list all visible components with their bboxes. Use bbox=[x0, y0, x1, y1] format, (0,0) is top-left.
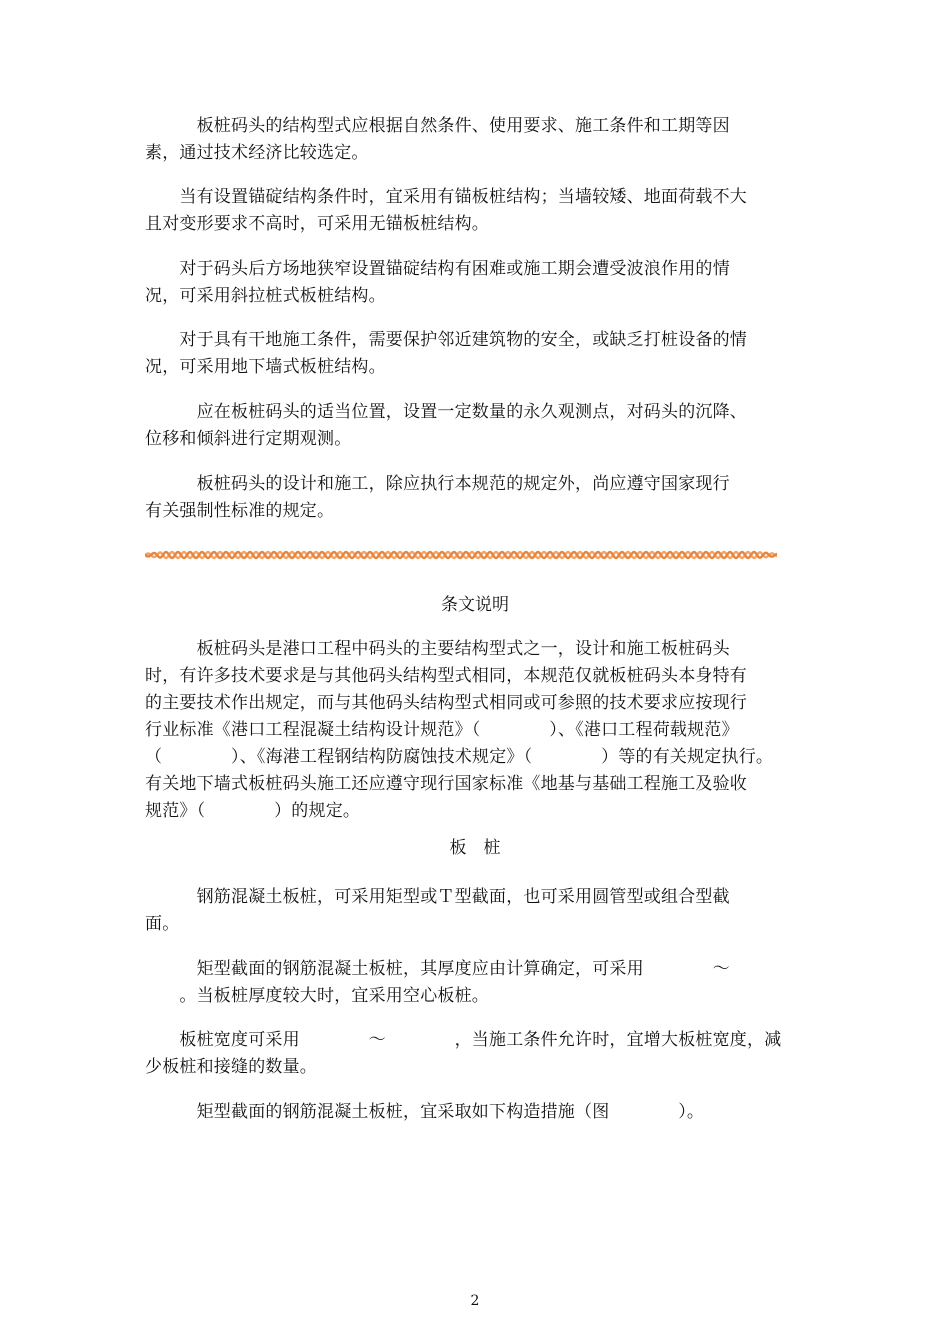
text-line: 板桩码头的设计和施工，除应执行本规范的规定外，尚应遵守国家现行 bbox=[145, 474, 730, 494]
text-line: （ ）、《海港工程钢结构防腐蚀技术规定》（ ）等的有关规定执行。 bbox=[145, 747, 774, 767]
text-line: 况，可采用地下墙式板桩结构。 bbox=[145, 357, 386, 377]
text-line: 板桩码头是港口工程中码头的主要结构型式之一，设计和施工板桩码头 bbox=[145, 639, 730, 659]
text-line: 有关强制性标准的规定。 bbox=[145, 501, 335, 521]
paragraph-mandatory-standards bbox=[145, 471, 805, 525]
text-line: 面。 bbox=[145, 914, 180, 934]
paragraph-diaphragm-wall bbox=[145, 327, 805, 381]
text-line: 钢筋混凝土板桩，可采用矩型或Ｔ型截面，也可采用圆管型或组合型截 bbox=[145, 887, 730, 907]
text-line: 当有设置锚碇结构条件时，宜采用有锚板桩结构；当墙较矮、地面荷载不大 bbox=[145, 187, 747, 207]
text-line: 矩型截面的钢筋混凝土板桩，宜采取如下构造措施（图 ）。 bbox=[145, 1102, 705, 1122]
text-line: 板桩宽度可采用 ～ ，当施工条件允许时，宜增大板桩宽度，减 bbox=[145, 1030, 782, 1050]
paragraph-construction-measures bbox=[145, 1099, 805, 1126]
paragraph-anchored-sheet-pile bbox=[145, 184, 805, 238]
text-line: 素，通过技术经济比较选定。 bbox=[145, 143, 369, 163]
paragraph-rc-sheet-pile-section bbox=[145, 884, 805, 938]
text-line: 对于具有干地施工条件，需要保护邻近建筑物的安全，或缺乏打桩设备的情 bbox=[145, 330, 747, 350]
text-line: 少板桩和接缝的数量。 bbox=[145, 1057, 317, 1077]
text-line: 矩型截面的钢筋混凝土板桩，其厚度应由计算确定，可采用 ～ bbox=[145, 959, 730, 979]
text-line: 况，可采用斜拉桩式板桩结构。 bbox=[145, 286, 386, 306]
paragraph-pile-width bbox=[145, 1027, 805, 1081]
text-line: 对于码头后方场地狭窄设置锚碇结构有困难或施工期会遭受波浪作用的情 bbox=[145, 259, 730, 279]
paragraph-structure-type bbox=[145, 113, 805, 167]
wavy-divider bbox=[145, 544, 777, 566]
section-title: 板 桩 bbox=[449, 838, 501, 858]
text-line: 。当板桩厚度较大时，宜采用空心板桩。 bbox=[145, 986, 489, 1006]
text-line: 有关地下墙式板桩码头施工还应遵守现行国家标准《地基与基础工程施工及验收 bbox=[145, 774, 747, 794]
text-line: 行业标准《港口工程混凝土结构设计规范》（ ）、《港口工程荷载规范》 bbox=[145, 720, 739, 740]
page-number: 2 bbox=[470, 1293, 480, 1309]
text-line: 位移和倾斜进行定期观测。 bbox=[145, 429, 352, 449]
text-line: 规范》（ ）的规定。 bbox=[145, 801, 361, 821]
text-line: 应在板桩码头的适当位置，设置一定数量的永久观测点，对码头的沉降、 bbox=[145, 402, 747, 422]
text-line: 的主要技术作出规定，而与其他码头结构型式相同或可参照的技术要求应按现行 bbox=[145, 693, 747, 713]
text-line: 时，有许多技术要求是与其他码头结构型式相同，本规范仅就板桩码头本身特有 bbox=[145, 666, 747, 686]
text-line: 且对变形要求不高时，可采用无锚板桩结构。 bbox=[145, 214, 489, 234]
commentary-title: 条文说明 bbox=[441, 595, 509, 615]
text-line: 板桩码头的结构型式应根据自然条件、使用要求、施工条件和工期等因 bbox=[145, 116, 730, 136]
paragraph-observation-points bbox=[145, 399, 805, 453]
paragraph-raked-pile bbox=[145, 256, 805, 310]
paragraph-rectangular-thickness bbox=[145, 956, 805, 1010]
commentary-body bbox=[145, 636, 805, 825]
